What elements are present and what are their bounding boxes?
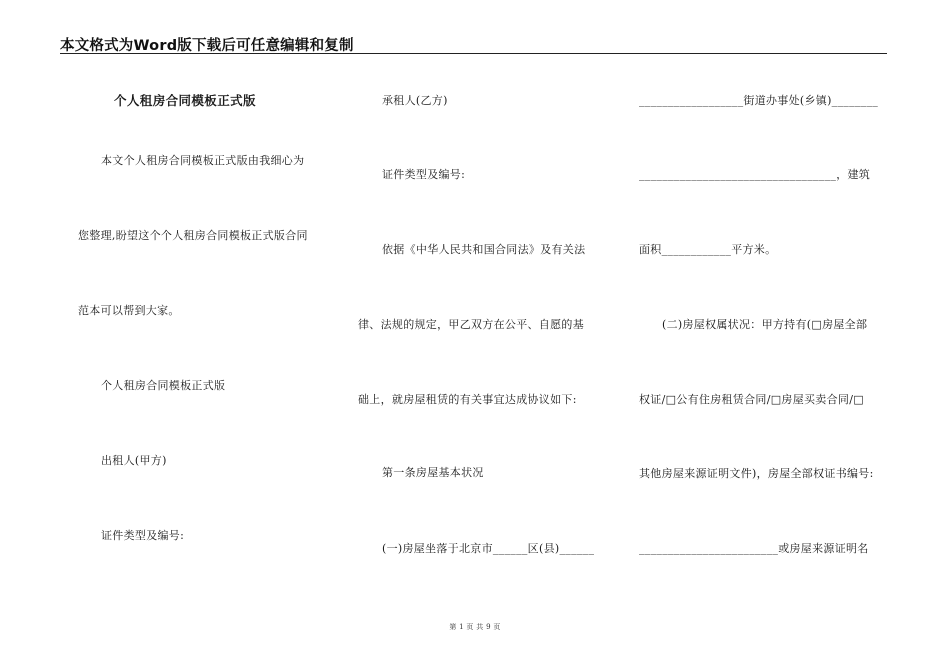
text-line: 面积____________平方米。	[639, 243, 777, 256]
text-line: 其他房屋来源证明文件)，房屋全部权证书编号:	[639, 467, 874, 480]
text-line: ________________________或房屋来源证明名	[639, 542, 869, 555]
text-line: 本文个人租房合同模板正式版由我细心为	[101, 154, 305, 167]
text-line: 您整理,盼望这个个人租房合同模板正式版合同	[78, 229, 308, 242]
text-line: 出租人(甲方)	[101, 454, 167, 467]
header-divider	[60, 53, 887, 54]
section-heading: 个人租房合同模板正式版	[101, 379, 226, 392]
text-line: __________________________________，建筑	[639, 168, 871, 181]
page-indicator: 第 1 页 共 9 页	[449, 623, 501, 631]
text-line: 础上，就房屋租赁的有关事宜达成协议如下:	[358, 393, 577, 406]
text-line: 证件类型及编号:	[101, 529, 185, 542]
text-line: __________________街道办事处(乡镇)________	[639, 94, 879, 107]
text-line: (二)房屋权属状况：甲方持有(□房屋全部	[662, 318, 868, 331]
document-banner: 本文格式为Word版下载后可任意编辑和复制	[60, 38, 354, 54]
text-line: 依据《中华人民共和国合同法》及有关法	[382, 243, 586, 256]
text-line: 权证/□公有住房租赁合同/□房屋买卖合同/□	[639, 393, 864, 406]
text-line: 第一条房屋基本状况	[382, 466, 484, 479]
text-line: 范本可以帮到大家。	[78, 304, 180, 317]
text-line: 证件类型及编号:	[382, 168, 466, 181]
text-line: 承租人(乙方)	[382, 94, 448, 107]
text-line: 律、法规的规定，甲乙双方在公平、自愿的基	[358, 318, 584, 331]
document-title: 个人租房合同模板正式版	[114, 93, 256, 108]
text-line: (一)房屋坐落于北京市______区(县)______	[382, 542, 595, 555]
